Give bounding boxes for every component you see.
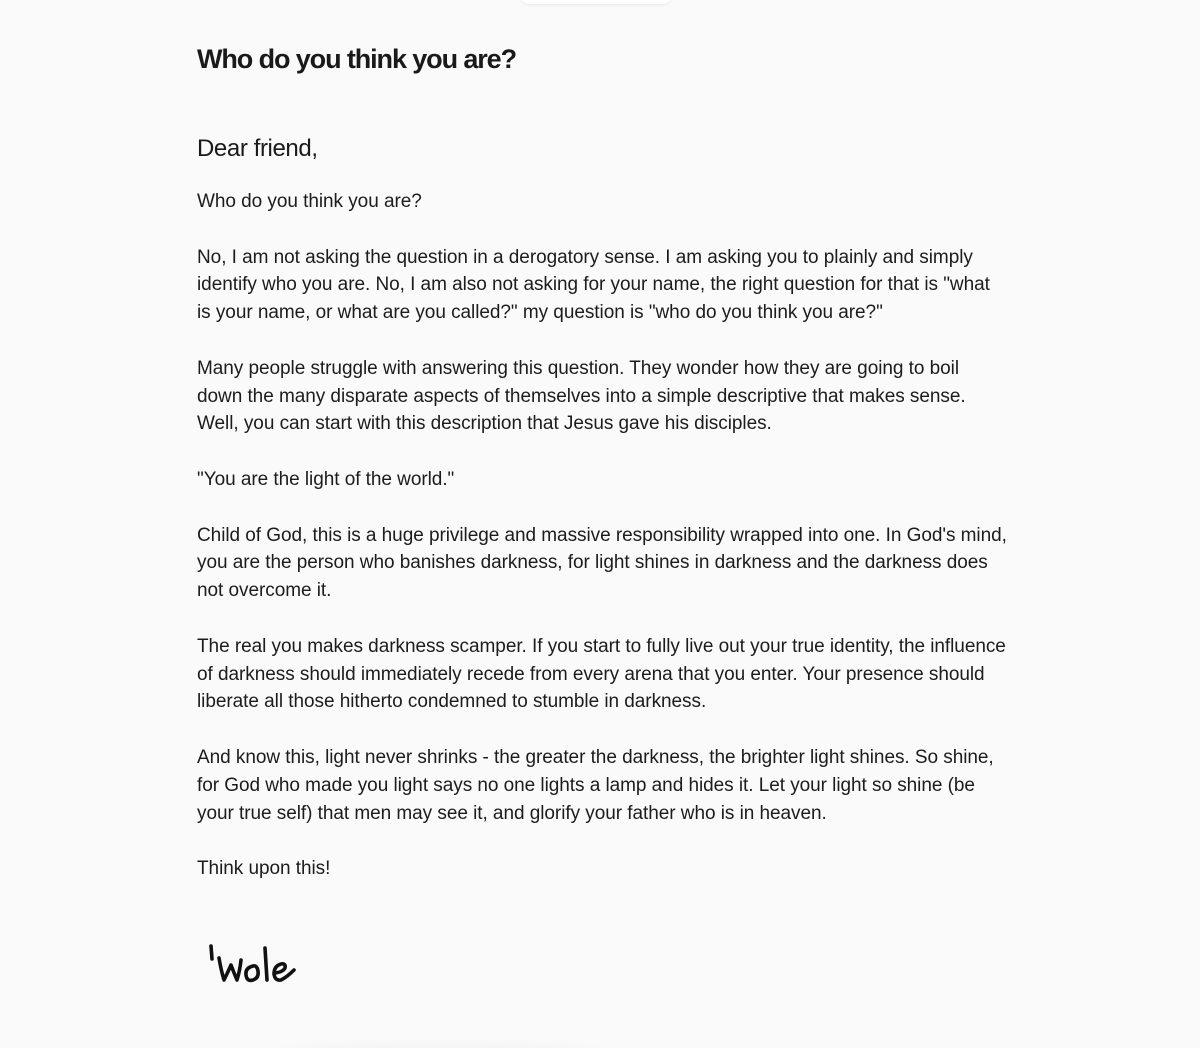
- page-title: Who do you think you are?: [197, 44, 516, 74]
- paragraph: Child of God, this is a huge privilege and massive responsibility wrapped into one. In God's mind, you are the person who banishes darkness, for light shines in darkness and the darkness does not overcome it.: [197, 524, 1007, 602]
- paragraph: And know this, light never shrinks - the greater the darkness, the brighter light shines. So shine, for God who made you light says no one lights a lamp and hides it. Let your light so shine (be your true self) that men may see it, and glorify your father who is in heaven.: [197, 746, 994, 824]
- signature-image: [201, 930, 301, 990]
- paragraph: Who do you think you are?: [197, 191, 422, 212]
- top-tab-handle: [520, 0, 672, 4]
- letter-body: [197, 188, 1007, 911]
- paragraph: Many people struggle with answering this question. They wonder how they are going to boil down the many disparate aspects of themselves into a simple descriptive that makes sense. Well, you can start with this description that Jesus gave his disciples.: [197, 357, 966, 435]
- paragraph: The real you makes darkness scamper. If you start to fully live out your true identity, the influence of darkness should immediately recede from every arena that you enter. Your presence should liberate all those hitherto condemned to stumble in darkness.: [197, 635, 1006, 713]
- salutation: Dear friend,: [197, 135, 318, 162]
- paragraph: No, I am not asking the question in a derogatory sense. I am asking you to plainly and simply identify who you are. No, I am also not asking for your name, the right question for that is "what is your name, or what are you called?" my question is "who do you think you are?": [197, 246, 990, 324]
- quote-paragraph: "You are the light of the world.": [197, 468, 455, 490]
- bottom-shadow: [280, 1044, 600, 1048]
- closing-line: Think upon this!: [197, 858, 331, 880]
